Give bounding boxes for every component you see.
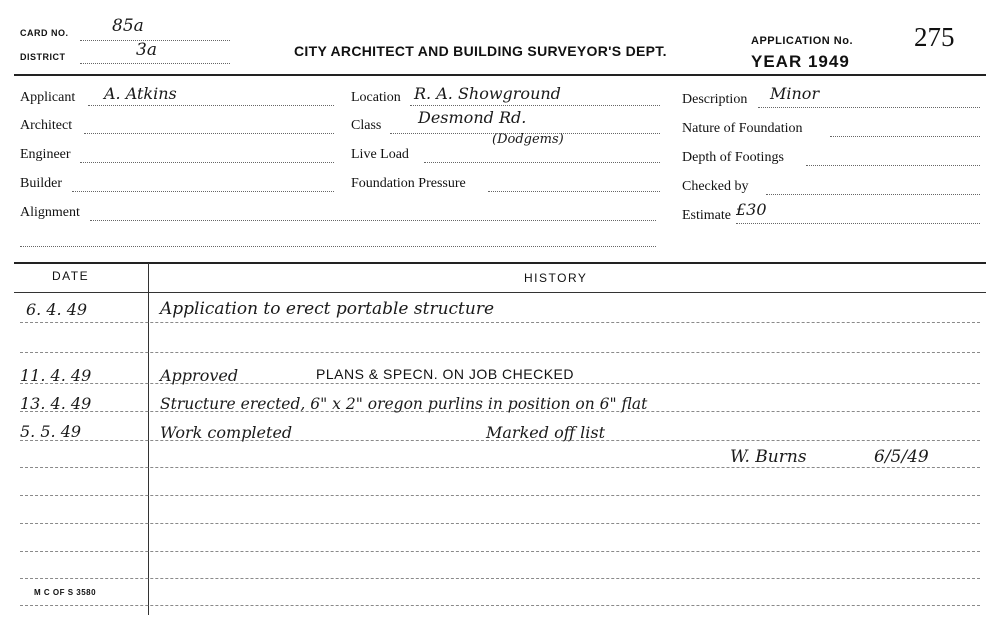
history-date: 13. 4. 49 bbox=[20, 394, 92, 413]
history-entry: Approved bbox=[160, 366, 239, 385]
history-header-rule bbox=[14, 292, 986, 293]
live-load-label: Live Load bbox=[351, 147, 409, 162]
checked-by-label: Checked by bbox=[682, 179, 749, 194]
department-title: CITY ARCHITECT AND BUILDING SURVEYOR'S DEPT. bbox=[294, 43, 667, 59]
foundation-pressure-label: Foundation Pressure bbox=[351, 176, 466, 191]
history-entry-note: Marked off list bbox=[486, 423, 605, 442]
location-line bbox=[410, 105, 660, 106]
extra-line bbox=[20, 246, 656, 247]
card-no-label: CARD NO. bbox=[20, 28, 69, 38]
history-date: 5. 5. 49 bbox=[20, 422, 82, 441]
district-label: DISTRICT bbox=[20, 52, 66, 62]
engineer-label: Engineer bbox=[20, 147, 71, 162]
applicant-line bbox=[88, 105, 334, 106]
depth-of-footings-label: Depth of Footings bbox=[682, 150, 784, 165]
history-entry: Work completed bbox=[160, 423, 293, 442]
history-top-rule bbox=[14, 262, 986, 264]
foundation-pressure-line bbox=[488, 191, 660, 192]
location-value: R. A. Showground bbox=[414, 84, 561, 103]
description-line bbox=[758, 107, 980, 108]
depth-line bbox=[806, 165, 980, 166]
history-entry: Structure erected, 6" x 2" oregon purlins in position on 6" flat bbox=[160, 395, 648, 413]
year-label: YEAR 1949 bbox=[751, 52, 850, 71]
applicant-label: Applicant bbox=[20, 90, 76, 105]
architect-line bbox=[84, 133, 334, 134]
live-load-line bbox=[424, 162, 660, 163]
date-header: DATE bbox=[52, 269, 90, 283]
row-rule bbox=[20, 578, 980, 579]
card-no-value: 85a bbox=[112, 16, 144, 36]
row-rule bbox=[20, 467, 980, 468]
checked-line bbox=[766, 194, 980, 195]
signature-date: 6/5/49 bbox=[874, 447, 929, 467]
estimate-line bbox=[736, 223, 980, 224]
history-date: 6. 4. 49 bbox=[26, 300, 88, 319]
nature-line bbox=[830, 136, 980, 137]
row-rule bbox=[20, 495, 980, 496]
row-rule bbox=[20, 551, 980, 552]
nature-of-foundation-label: Nature of Foundation bbox=[682, 121, 803, 136]
date-column-divider bbox=[148, 263, 149, 615]
row-rule bbox=[20, 523, 980, 524]
description-label: Description bbox=[682, 92, 748, 107]
row-rule bbox=[20, 322, 980, 323]
signature: W. Burns bbox=[730, 447, 807, 467]
engineer-line bbox=[80, 162, 334, 163]
class-label: Class bbox=[351, 118, 382, 133]
history-entry: Application to erect portable structure bbox=[160, 299, 495, 319]
location-label: Location bbox=[351, 90, 401, 105]
district-value: 3a bbox=[136, 40, 157, 60]
alignment-line bbox=[90, 220, 656, 221]
history-typed-entry: PLANS & SPECN. ON JOB CHECKED bbox=[316, 366, 575, 382]
row-rule bbox=[20, 605, 980, 606]
estimate-label: Estimate bbox=[682, 208, 731, 223]
builder-line bbox=[72, 191, 334, 192]
applicant-value: A. Atkins bbox=[104, 84, 177, 103]
district-line bbox=[80, 63, 230, 64]
row-rule bbox=[20, 352, 980, 353]
header-rule bbox=[14, 74, 986, 76]
alignment-label: Alignment bbox=[20, 205, 80, 220]
application-number: 275 bbox=[914, 22, 955, 52]
class-value: Desmond Rd. bbox=[418, 108, 527, 127]
estimate-value: £30 bbox=[736, 200, 767, 219]
history-date: 11. 4. 49 bbox=[20, 366, 92, 385]
application-label: APPLICATION No. bbox=[751, 35, 854, 47]
description-value: Minor bbox=[770, 84, 820, 103]
builder-label: Builder bbox=[20, 176, 62, 191]
form-code: M C OF S 3580 bbox=[34, 588, 97, 597]
class-value-note: (Dodgems) bbox=[492, 132, 564, 147]
history-header: HISTORY bbox=[524, 271, 588, 285]
architect-label: Architect bbox=[20, 118, 73, 133]
